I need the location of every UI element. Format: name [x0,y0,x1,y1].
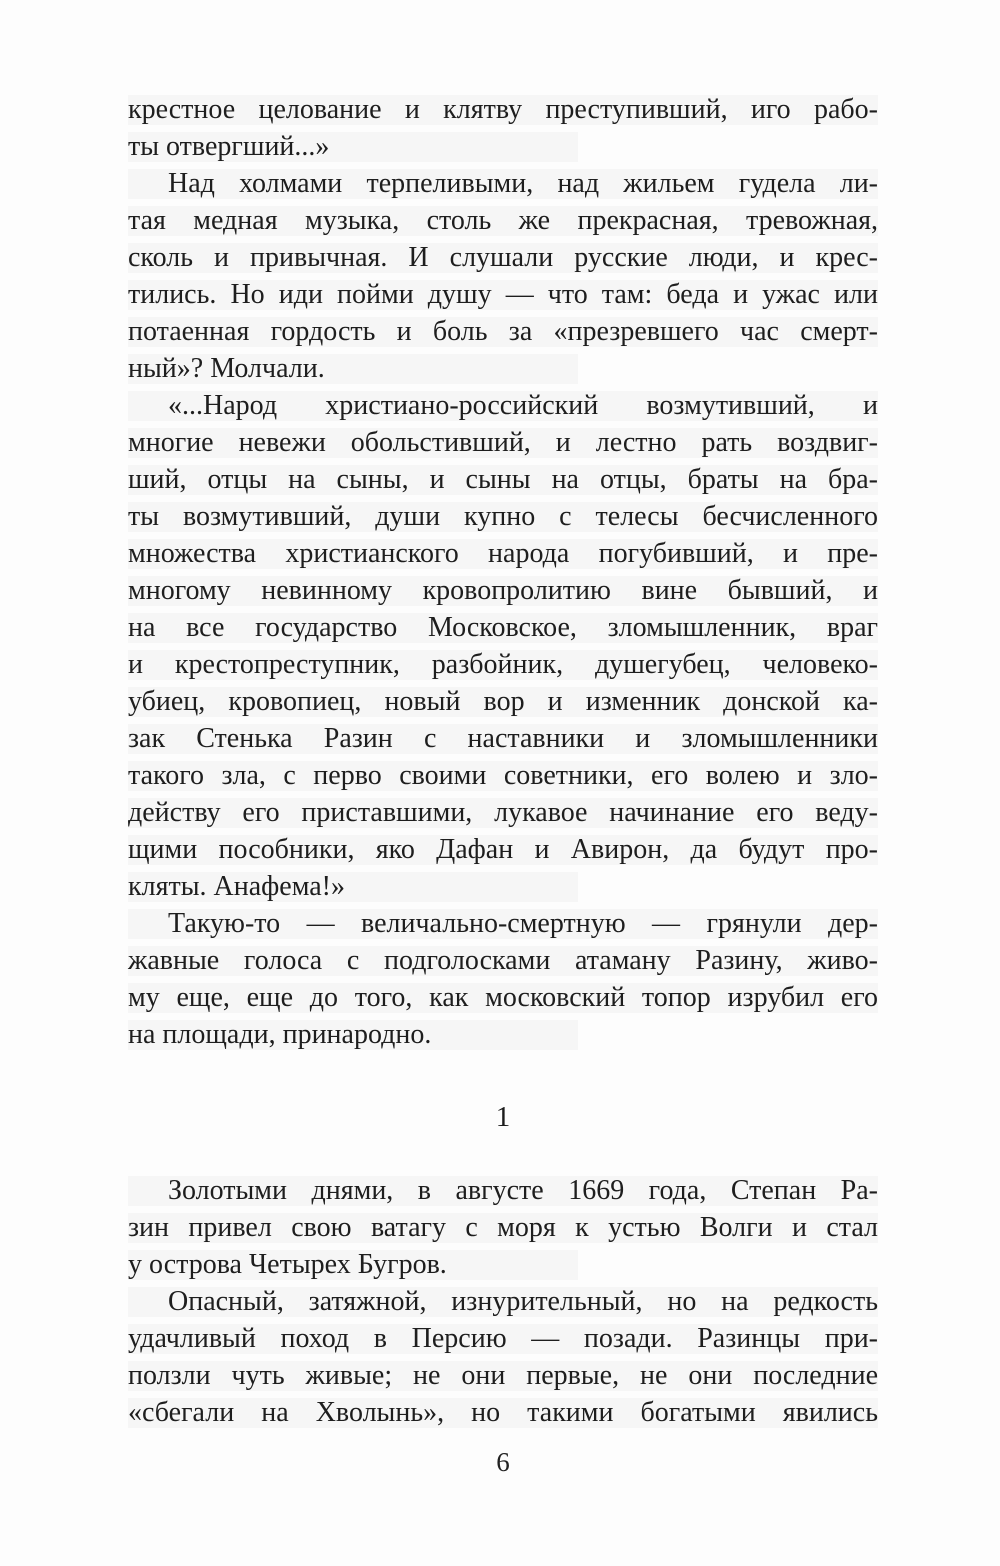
text-line: ный»? Молчали. [128,350,878,387]
text-line: крестное целование и клятву преступивший, иго рабо- [128,91,878,128]
text-line: множества христианского народа погубивший, и пре- [128,535,878,572]
text-line: «...Народ христиано-российский возмутивший, и [128,387,878,424]
page-number: 6 [496,1447,510,1477]
text-line: сколь и привычная. И слушали русские люди, и крес- [128,239,878,276]
text-line: убиец, кровопиец, новый вор и изменник донской ка- [128,683,878,720]
text-line: ползли чуть живые; не они первые, не они последние [128,1357,878,1394]
text-line: тились. Но иди пойми душу — что там: беда и ужас или [128,276,878,313]
text-block-top [128,91,878,1053]
text-line: щими пособники, яко Дафан и Авирон, да будут про- [128,831,878,868]
text-line: ший, отцы на сыны, и сыны на отцы, браты на бра- [128,461,878,498]
text-line: на все государство Московское, зломышленник, враг [128,609,878,646]
section-heading: 1 [495,1101,511,1133]
text-line: Золотыми днями, в августе 1669 года, Степан Ра- [128,1172,878,1209]
text-line: Такую-то — величально-смертную — грянули дер- [128,905,878,942]
text-line: такого зла, с перво своими советники, его волею и зло- [128,757,878,794]
text-line: и крестопреступник, разбойник, душегубец, человеко- [128,646,878,683]
text-line: ты отвергший...» [128,128,878,165]
text-line: удачливый поход в Персию — позади. Разинцы при- [128,1320,878,1357]
text-line: многому невинному кровопролитию вине бывший, и [128,572,878,609]
text-line: тая медная музыка, столь же прекрасная, тревожная, [128,202,878,239]
text-line: му еще, еще до того, как московский топор изрубил его [128,979,878,1016]
text-line: потаенная гордость и боль за «презревшего час смерт- [128,313,878,350]
text-line: ты возмутивший, души купно с телесы бесчисленного [128,498,878,535]
text-line: зак Стенька Разин с наставники и зломышленники [128,720,878,757]
text-line: Над холмами терпеливыми, над жильем гудела ли- [128,165,878,202]
text-line: на площади, принародно. [128,1016,878,1053]
text-line: у острова Четырех Бугров. [128,1246,878,1283]
text-line: жавные голоса с подголосками атаману Разину, живо- [128,942,878,979]
text-line: кляты. Анафема!» [128,868,878,905]
text-line: действу его приставшими, лукавое начинание его веду- [128,794,878,831]
text-line: зин привел свою ватагу с моря к устью Волги и стал [128,1209,878,1246]
text-block-bottom [128,1172,878,1431]
text-line: «сбегали на Хволынь», но такими богатыми явились [128,1394,878,1431]
text-line: многие невежи обольстивший, и лестно рать воздвиг- [128,424,878,461]
text-line: Опасный, затяжной, изнурительный, но на редкость [128,1283,878,1320]
